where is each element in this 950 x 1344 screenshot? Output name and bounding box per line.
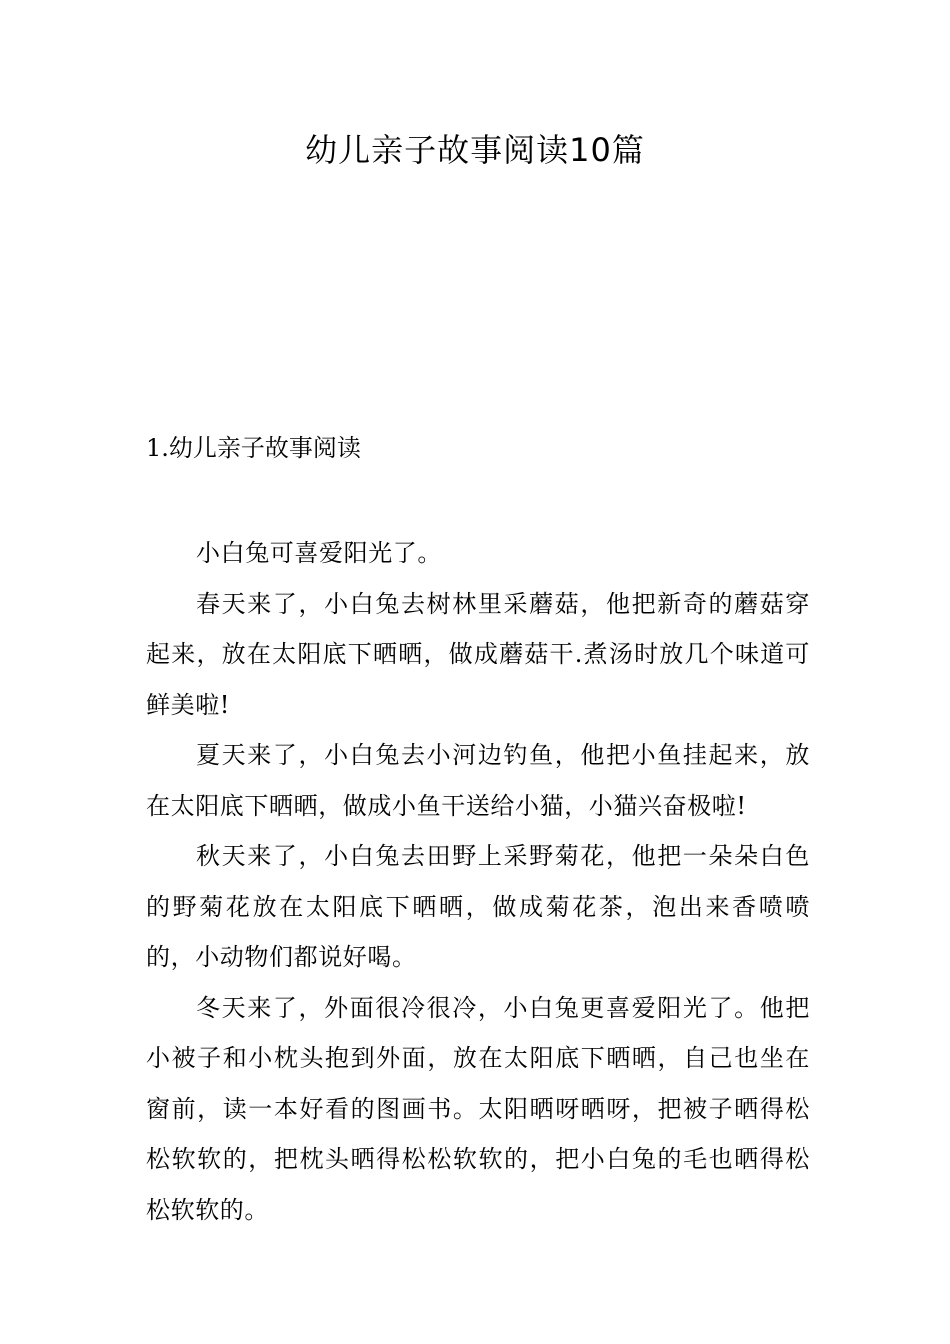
story-paragraph: 夏天来了，小白兔去小河边钓鱼，他把小鱼挂起来，放在太阳底下晒晒，做成小鱼干送给小猫，小猫兴奋极啦!: [146, 741, 810, 820]
section-heading: 1.幼儿亲子故事阅读: [146, 434, 361, 462]
document-title: 幼儿亲子故事阅读10篇: [305, 131, 645, 169]
story-paragraph: 春天来了，小白兔去树林里采蘑菇，他把新奇的蘑菇穿起来，放在太阳底下晒晒，做成蘑菇干.煮汤时放几个味道可鲜美啦!: [146, 589, 810, 719]
story-paragraph: 小白兔可喜爱阳光了。: [196, 539, 442, 567]
story-body: [146, 528, 810, 1235]
story-paragraph: 冬天来了，外面很冷很冷，小白兔更喜爱阳光了。他把小被子和小枕头抱到外面，放在太阳底下晒晒，自己也坐在窗前，读一本好看的图画书。太阳晒呀晒呀，把被子晒得松松软软的，把枕头晒得松松软软的，把小白兔的毛也晒得松松软软的。: [146, 993, 810, 1224]
story-paragraph: 秋天来了，小白兔去田野上采野菊花，他把一朵朵白色的野菊花放在太阳底下晒晒，做成菊花茶，泡出来香喷喷的，小动物们都说好喝。: [146, 842, 810, 971]
